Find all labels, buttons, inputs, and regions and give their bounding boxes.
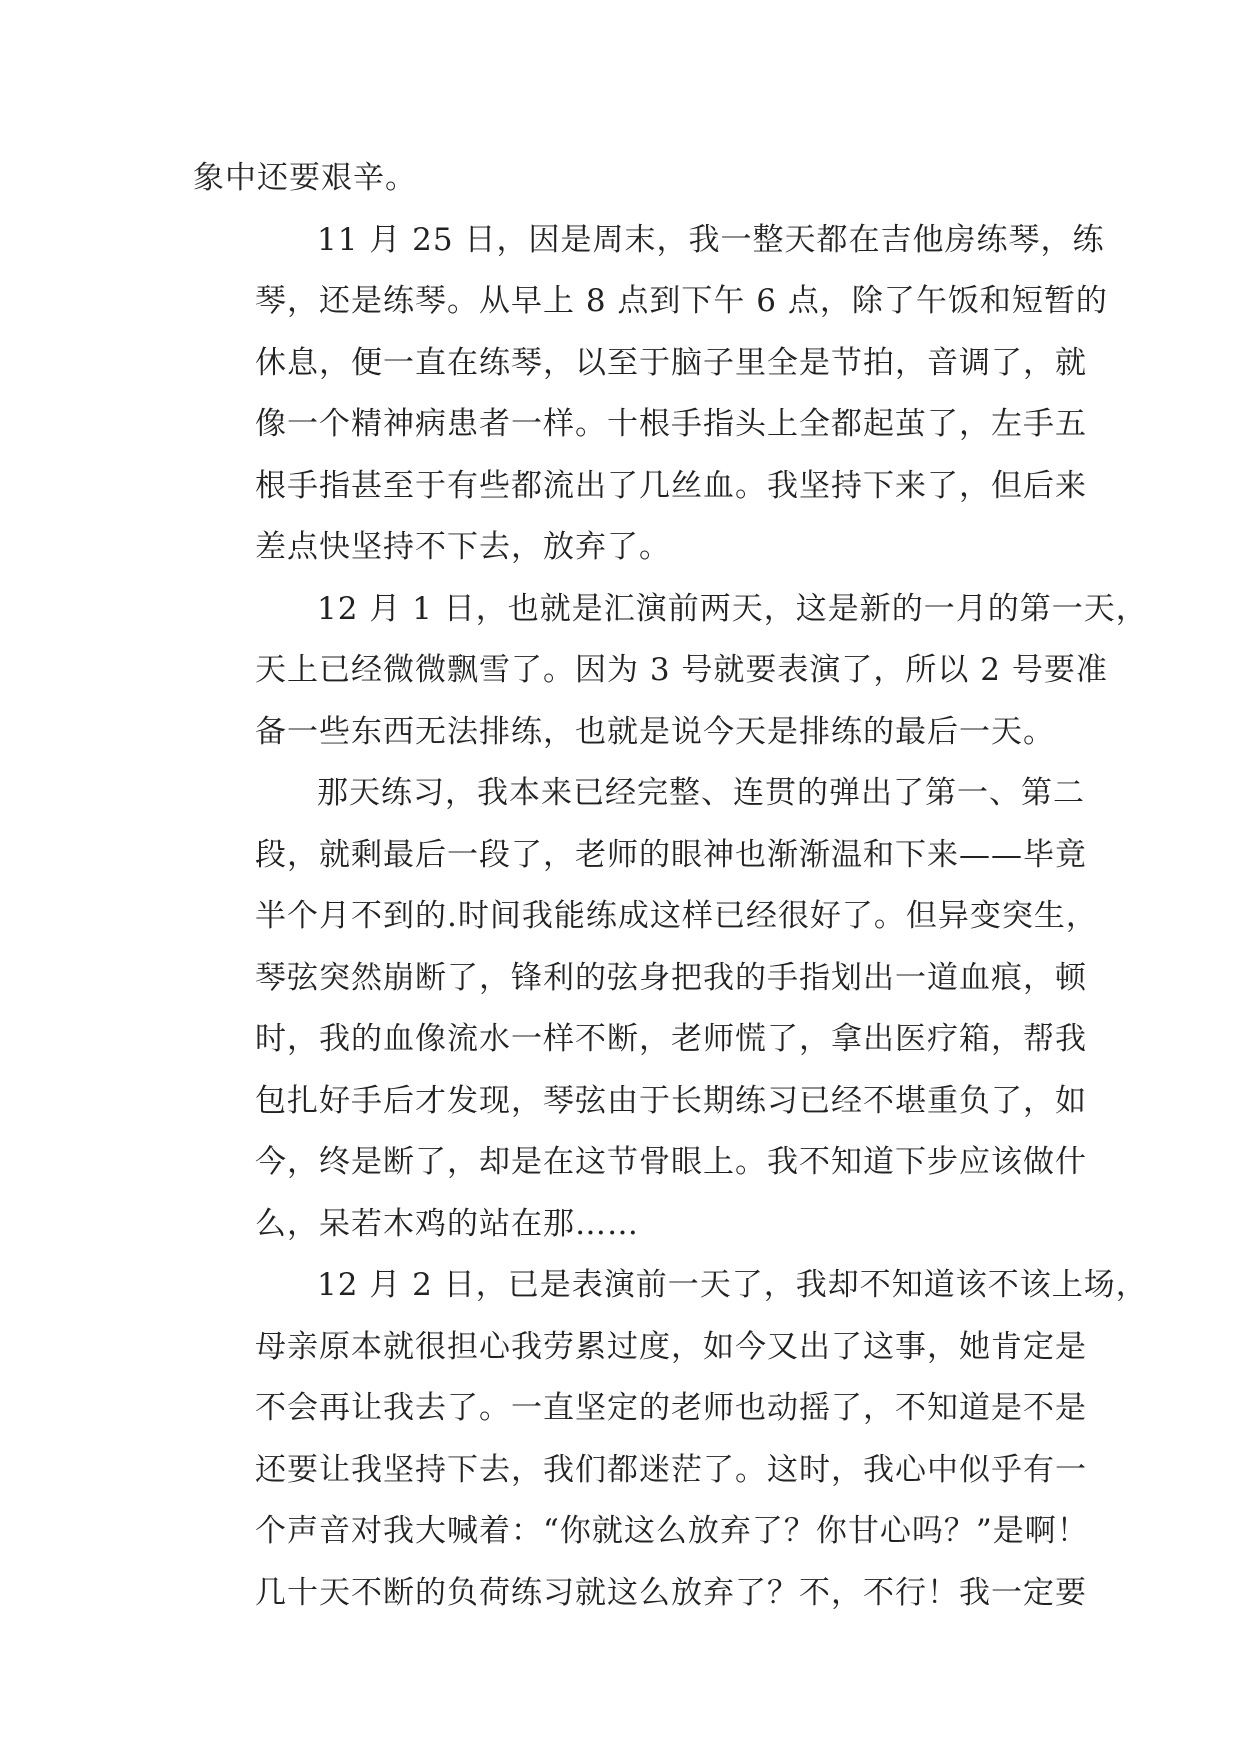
text-line: 半个月不到的.时间我能练成这样已经很好了。但异变突生，: [255, 898, 1098, 934]
text-line: 天上已经微微飘雪了。因为 3 号就要表演了，所以 2 号要准: [255, 652, 1108, 688]
text-line: 象中还要艰辛。: [193, 160, 417, 196]
text-line: 11 月 25 日，因是周末，我一整天都在吉他房练琴，练: [317, 221, 1105, 258]
text-line: 母亲原本就很担心我劳累过度，如今又出了这事，她肯定是: [255, 1328, 1087, 1365]
paragraph-5: [193, 1255, 1148, 1624]
text-line: 琴弦突然崩断了，锋利的弦身把我的手指划出一道血痕，顿: [255, 959, 1087, 996]
text-line: 根手指甚至于有些都流出了几丝血。我坚持下来了，但后来: [255, 467, 1087, 504]
text-line: 那天练习，我本来已经完整、连贯的弹出了第一、第二: [317, 775, 1085, 811]
paragraph-3: [193, 579, 1148, 764]
text-line: 段，就剩最后一段了，老师的眼神也渐渐温和下来——毕竟: [255, 836, 1087, 873]
text-line: 休息，便一直在练琴，以至于脑子里全是节拍，音调了，就: [255, 344, 1087, 381]
text-line: 时，我的血像流水一样不断，老师慌了，拿出医疗箱，帮我: [255, 1021, 1087, 1057]
text-line: 包扎好手后才发现，琴弦由于长期练习已经不堪重负了，如: [255, 1082, 1087, 1119]
paragraph-2: [193, 210, 1108, 579]
document-page: [193, 148, 1148, 1624]
text-line: 12 月 1 日，也就是汇演前两天，这是新的一月的第一天，: [317, 590, 1148, 627]
paragraph-1: [193, 148, 1057, 210]
text-line: 还要让我坚持下去，我们都迷茫了。这时，我心中似乎有一: [255, 1451, 1087, 1488]
text-line: 12 月 2 日，已是表演前一天了，我却不知道该不该上场，: [317, 1267, 1148, 1303]
text-line: 不会再让我去了。一直坚定的老师也动摇了，不知道是不是: [255, 1390, 1087, 1426]
paragraph-4: [193, 763, 1098, 1255]
text-line: 差点快坚持不下去，放弃了。: [255, 529, 671, 565]
text-line: 今，终是断了，却是在这节骨眼上。我不知道下步应该做什: [255, 1144, 1087, 1180]
text-line: 个声音对我大喊着：“你就这么放弃了？你甘心吗？”是啊！: [255, 1513, 1089, 1549]
text-line: 备一些东西无法排练，也就是说今天是排练的最后一天。: [255, 713, 1055, 750]
text-line: 像一个精神病患者一样。十根手指头上全都起茧了，左手五: [255, 406, 1087, 442]
text-line: 么，呆若木鸡的站在那……: [255, 1205, 639, 1242]
text-line: 琴，还是练琴。从早上 8 点到下午 6 点，除了午饭和短暂的: [255, 283, 1108, 319]
text-line: 几十天不断的负荷练习就这么放弃了？不，不行！我一定要: [255, 1574, 1087, 1611]
